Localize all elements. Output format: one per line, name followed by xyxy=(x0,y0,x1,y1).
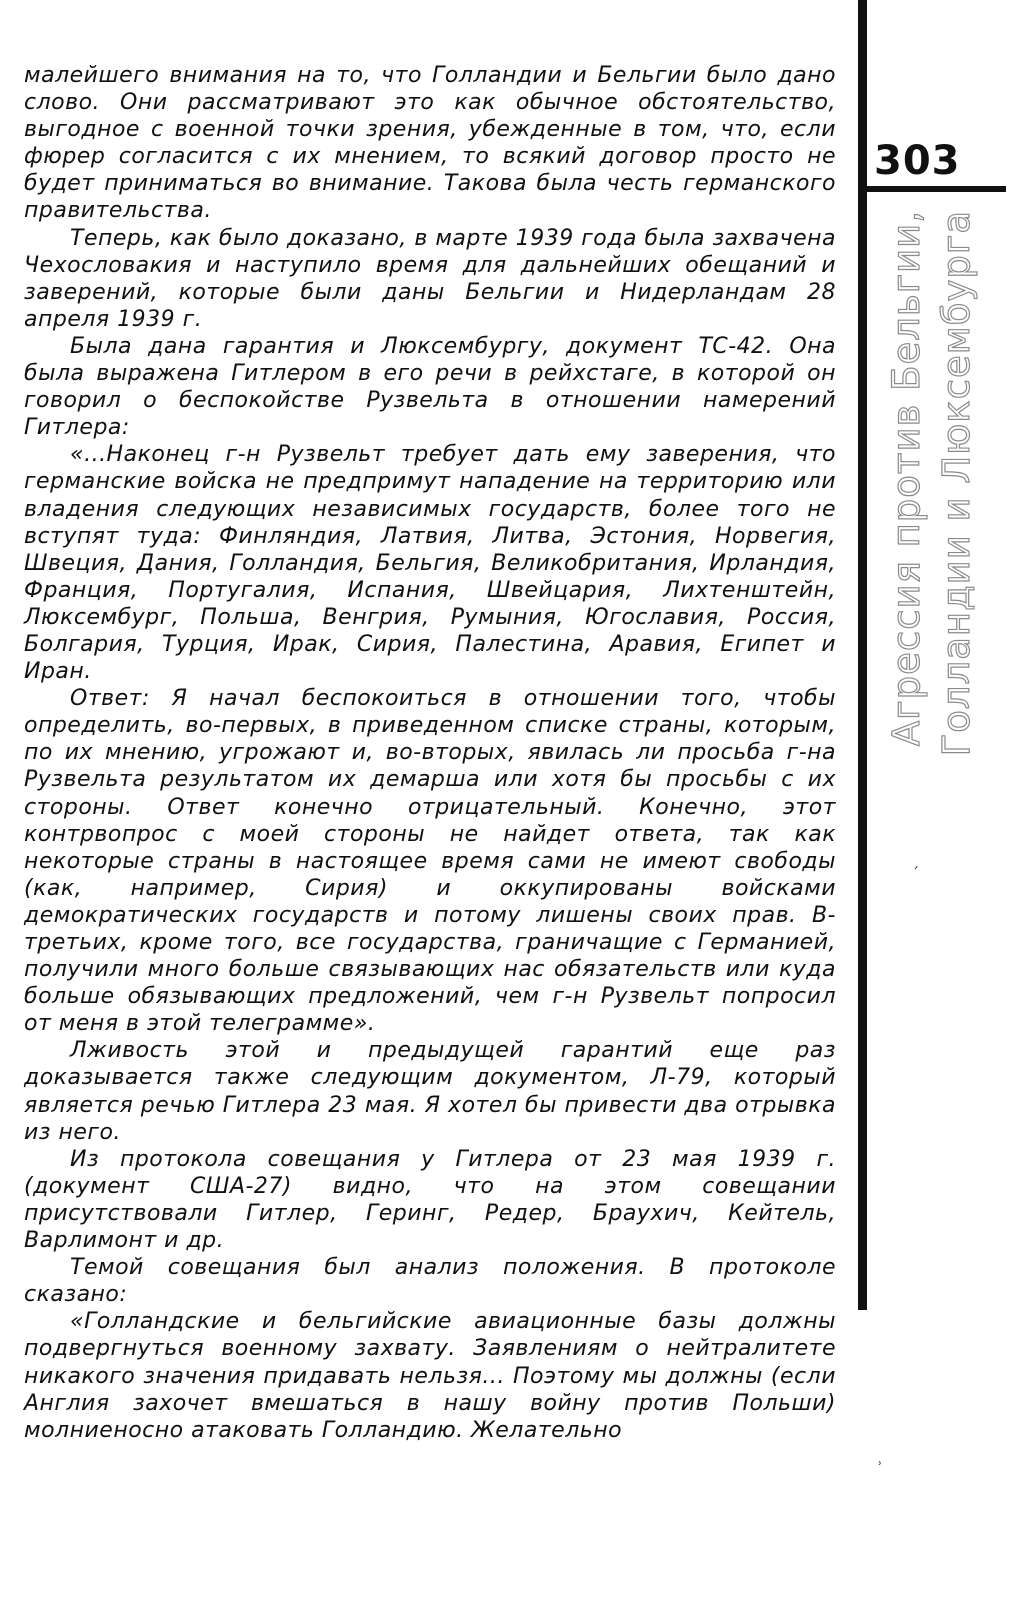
page-number-underline xyxy=(866,186,1006,192)
paragraph-1: малейшего внимания на то, что Голландии и Бельгии было дано слово. Они рассматривают это как обычное обстоятельство, выгодное с военной точки зрения, убежденные в том, что, если фюрер согласится с их мнением, то всякий договор просто не будет приниматься во внимание. Такова была честь германского правительства. xyxy=(24,63,836,224)
running-head xyxy=(882,210,992,770)
running-head-line-2: Голландии и Люксембурга xyxy=(935,210,978,757)
paragraph-3: Была дана гарантия и Люксембургу, документ ТС-42. Она была выражена Гитлером в его речи в рейхстаге, в которой он говорил о беспокойстве Рузвельта в отношении намерений Гитлера: xyxy=(24,333,836,441)
paragraph-4-quote: «...Наконец г-н Рузвельт требует дать ему заверения, что германские войска не предпримут нападение на территорию или владения следующих независимых государств, более того не вступят туда: Финляндия, Латвия, Литва, Эстония, Норвегия, Швеция, Дания, Голландия, Бельгия, Великобритания, Ирландия, Франция, Португалия, Испания, Швейцария, Лихтенштейн, Люксембург, Польша, Венгрия, Румыния, Югославия, Россия, Болгария, Турция, Ирак, Сирия, Палестина, Аравия, Египет и Иран. xyxy=(24,442,836,685)
page-number: 303 xyxy=(874,138,961,184)
paragraph-2: Теперь, как было доказано, в марте 1939 года была захвачена Чехословакия и наступило время для дальнейших обещаний и заверений, которые были даны Бельгии и Нидерландам 28 апреля 1939 г. xyxy=(24,225,836,332)
running-head-line-1: Агрессия против Бельгии, xyxy=(885,210,928,747)
paragraph-7: Из протокола совещания у Гитлера от 23 мая 1939 г. (документ США-27) видно, что на этом совещании присутствовали Гитлер, Геринг, Редер, Браухич, Кейтель, Варлимонт и др. xyxy=(24,1146,836,1254)
scan-speck: ˊ xyxy=(912,866,919,882)
paragraph-8: Темой совещания был анализ положения. В протоколе сказано: xyxy=(24,1255,836,1308)
paragraph-6: Лживость этой и предыдущей гарантий еще раз доказывается также следующим документом, Л-79, который является речью Гитлера 23 мая. Я хотел бы привести два отрывка из него. xyxy=(24,1038,836,1145)
scan-speck: ʾ xyxy=(878,1460,883,1476)
body-text xyxy=(24,62,836,1444)
vertical-rule xyxy=(858,0,867,1310)
paragraph-9-quote: «Голландские и бельгийские авиационные базы должны подвергнуться военному захвату. Заявлениям о нейтралитете никакого значения придавать нельзя... Поэтому мы должны (если Англия захочет вмешаться в нашу войну против Польши) молниеносно атаковать Голландию. Желательно xyxy=(24,1309,836,1443)
paragraph-5-answer: Ответ: Я начал беспокоиться в отношении того, чтобы определить, во-первых, в приведенном списке страны, которым, по их мнению, угрожают и, во-вторых, явилась ли просьба г-на Рузвельта результатом их демарша или хотя бы просьбы с их стороны. Ответ конечно отрицательный. Конечно, этот контрвопрос с моей стороны не найдет ответа, так как некоторые страны в настоящее время сами не имеют свободы (как, например, Сирия) и оккупированы войсками демократических государств и потому лишены своих прав. В-третьих, кроме того, все государства, граничащие с Германией, получили много больше связывающих нас обязательств или куда больше обязывающих предложений, чем г-н Рузвельт попросил от меня в этой телеграмме». xyxy=(24,686,836,1037)
